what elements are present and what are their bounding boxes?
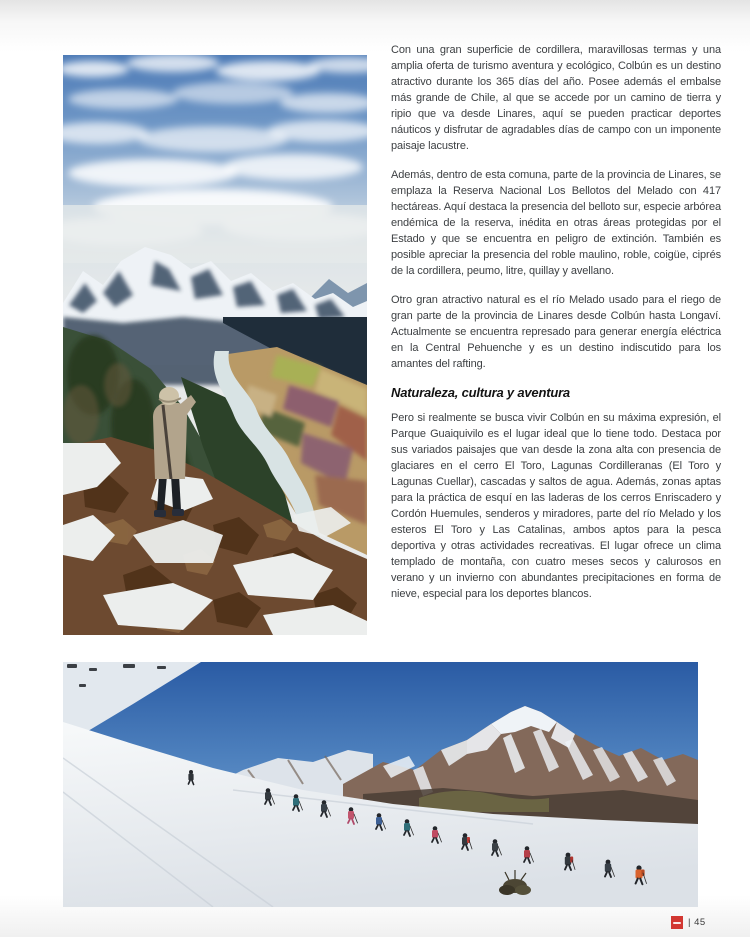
valley-photo-illustration	[63, 55, 367, 635]
article-paragraph: Pero si realmente se busca vivir Colbún en su máxima expresión, el Parque Guaiquivilo es el lugar ideal que lo tiene todo. Destaca por sus variados paisajes que van desde la zona alta con presencia de glaciares en el cerro El Toro, Lagunas Cordilleranas (El Toro y Lagunas Cuellar), cascadas y saltos de agua. Además, zonas aptas para la práctica de esquí en las laderas de los cerros Enriscadero y Cordón Huemules, senderos y miradores, parte del río Melado y los esteros El Toro y Las Catalinas, ambos aptos para la pesca deportiva y otras actividades recreativas. El lugar ofrece un clima templado de montaña, con cuatro meses secos y calurosos en verano y un invierno con abundantes precipitaciones en forma de nieve, especial para los deportes blancos.	[391, 412, 721, 600]
section-heading: Naturaleza, cultura y aventura	[391, 385, 570, 400]
page-number: | 45	[688, 917, 706, 928]
page-footer	[671, 916, 706, 929]
ski-photo	[63, 662, 698, 907]
article-paragraph: Con una gran superficie de cordillera, maravillosas termas y una amplia oferta de turismo aventura y ecológico, Colbún es un destino atractivo durante los 365 días del año. Posee además el embalse más grande de Chile, al que se accede por un camino de tierra y ripio que va desde Linares, aquí se pueden practicar deportes náuticos y disfrutar de agradables días de campo con un imponente paisaje lacustre.	[391, 44, 721, 152]
magazine-logo-icon	[671, 916, 683, 929]
article-paragraph: Otro gran atractivo natural es el río Melado usado para el riego de gran parte de la provincia de Linares desde Colbún hasta Longaví. Actualmente se encuentra represado para generar energía eléctrica en la Central Pehuenche y es un destino indiscutido para los amantes del rafting.	[391, 294, 721, 370]
ski-photo-illustration	[63, 662, 698, 907]
article-paragraph: Además, dentro de esta comuna, parte de la provincia de Linares, se emplaza la Reserva Nacional Los Bellotos del Melado con 417 hectáreas. Aquí destaca la presencia del belloto sur, especie arbórea endémica de la reserva, inédita en otras áreas protegidas por el Estado y que se encuentra en peligro de extinción. También es posible apreciar la presencia del roble maulino, roble, coigüe, ciprés de la cordillera, peumo, litre, quillay y avellano.	[391, 169, 721, 277]
article-column	[391, 42, 721, 615]
valley-photo	[63, 55, 367, 635]
